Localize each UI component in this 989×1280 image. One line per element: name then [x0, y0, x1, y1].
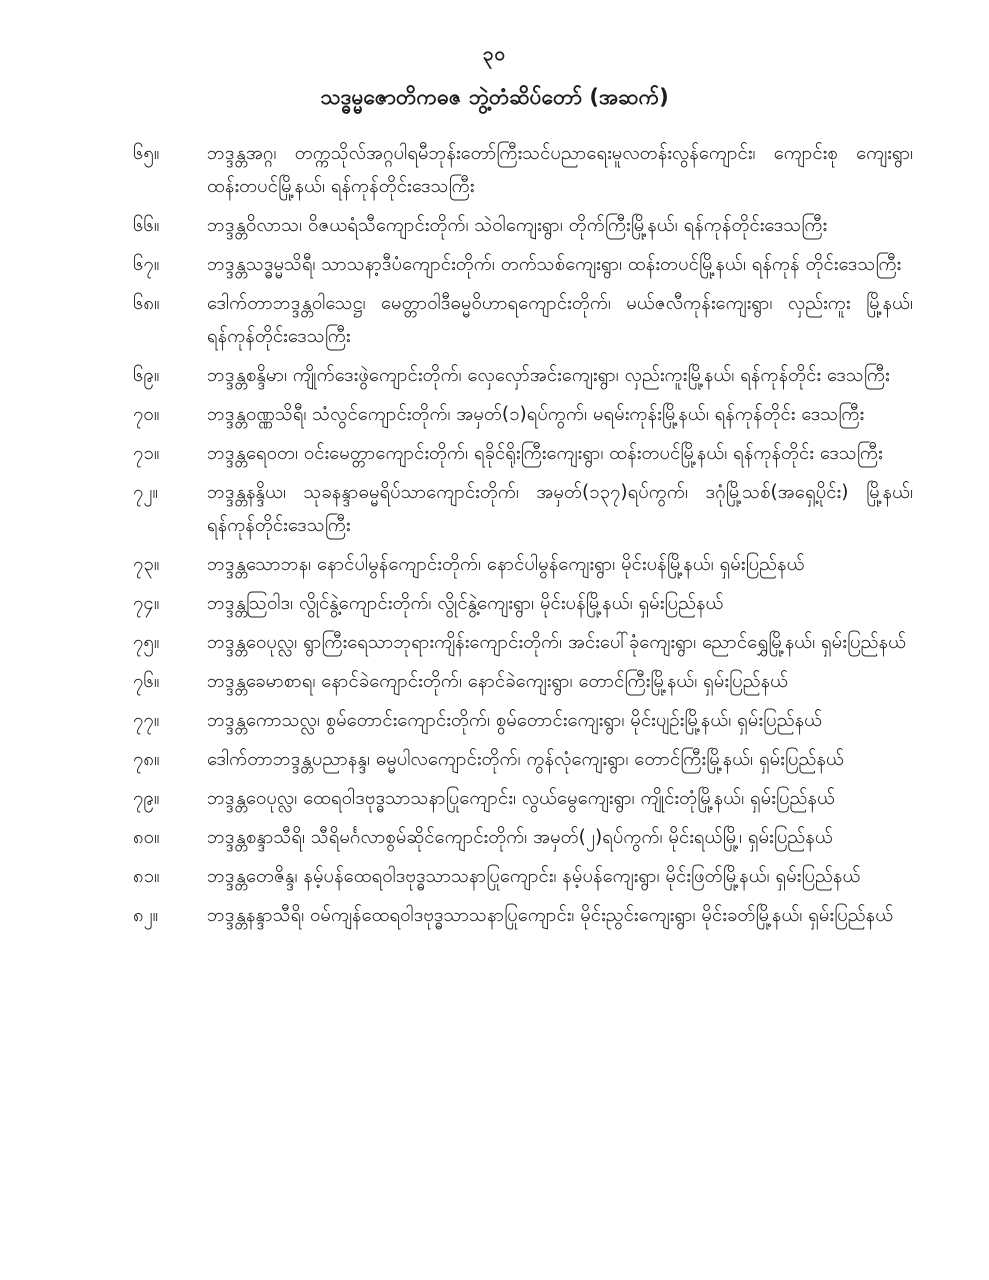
item-text: ဘဒ္ဒန္တတေဇိန္ဒ၊ နမ့်ပန်ထေရဝါဒဗုဒ္ဓသာသနာပြုကျောင်း၊ နမ့်ပန်ကျေးရွာ၊ မိုင်းဖြတ်မြို့နယ်၊ ရှမ်းပြည်နယ် [207, 866, 861, 887]
item-text: ဘဒ္ဒန္တဝေပုလ္လ၊ ရွာကြီးရေသာဘုရားကျိန်းကျောင်းတိုက်၊ အင်းပေါ်ခုံကျေးရွာ၊ ညောင်ရွှေမြို့နယ်၊ ရှမ်းပြည်နယ် [207, 632, 907, 653]
item-text: ဘဒ္ဒန္တကောသလ္လ၊ စွမ်တောင်းကျောင်းတိုက်၊ စွမ်တောင်းကျေးရွာ၊ မိုင်းပျဉ်းမြို့နယ်၊ ရှမ်းပြည်နယ် [207, 710, 823, 731]
item-number: ၆၉။ [133, 365, 160, 386]
item-text: ဘဒ္ဒန္တဝဏ္ဏသိရီ၊ သံလွင်ကျောင်းတိုက်၊ အမှတ်(၁)ရပ်ကွက်၊ မရမ်းကုန်းမြို့နယ်၊ ရန်ကုန်တိုင်း ဒေသကြီး [207, 404, 865, 425]
list-item [133, 437, 913, 470]
list-item [133, 476, 913, 542]
list-item [133, 587, 913, 620]
list-item [133, 704, 913, 737]
item-number: ၇၇။ [133, 710, 160, 731]
item-text: ဘဒ္ဒန္တရေဝတ၊ ဝင်းမေတ္တာကျောင်းတိုက်၊ ရခိုင်ရိုးကြီးကျေးရွာ၊ ထန်းတပင်မြို့နယ်၊ ရန်ကုန်တိုင်း ဒေသကြီး [207, 443, 883, 464]
item-text: ဘဒ္ဒန္တအဂ္ဂ၊ တက္ကသိုလ်အဂ္ဂပါရမီဘုန်းတော်ကြီးသင်ပညာရေးမူလတန်းလွန်ကျောင်း၊ ကျောင်းစု ကျေးရွာ၊ ထန်းတပင်မြို့နယ်၊ ရန်ကုန်တိုင်းဒေသကြီး [207, 143, 913, 197]
item-number: ၆၈။ [133, 293, 160, 314]
item-text: ဘဒ္ဒန္တခေမာစာရ၊ နောင်ခဲကျောင်းတိုက်၊ နောင်ခဲကျေးရွာ၊ တောင်ကြီးမြို့နယ်၊ ရှမ်းပြည်နယ် [207, 671, 789, 692]
item-text: ဒေါက်တာဘဒ္ဒန္တဝါသေဋ္ဌ၊ မေတ္တာဝါဒီဓမ္မဝိဟာရကျောင်းတိုက်၊ မယ်ဇလီကုန်းကျေးရွာ၊ လှည်းကူး မြို့နယ်၊ ရန်ကုန်တိုင်းဒေသကြီး [207, 293, 913, 347]
item-number: ၇၂။ [133, 482, 159, 503]
item-text: ဘဒ္ဒန္တနန္ဒာသီရိ၊ ဝမ်ကျန်ထေရဝါဒဗုဒ္ဓသာသနာပြုကျောင်း၊ မိုင်းညွင်းကျေးရွာ၊ မိုင်းခတ်မြို့နယ်၊ ရှမ်းပြည်နယ် [207, 905, 894, 926]
list-item [133, 665, 913, 698]
item-number: ၈၂။ [133, 905, 159, 926]
item-number: ၇၈။ [133, 749, 160, 770]
item-text: ဘဒ္ဒန္တဝိလာသ၊ ဝိဇယရံသီကျောင်းတိုက်၊ သဲဝါကျေးရွာ၊ တိုက်ကြီးမြို့နယ်၊ ရန်ကုန်တိုင်းဒေသကြီး [207, 215, 828, 236]
item-number: ၇၀။ [133, 404, 160, 425]
item-text: ဘဒ္ဒန္တသဒ္ဓမ္မသိရီ၊ သာသနာ့ဒီပံကျောင်းတိုက်၊ တက်သစ်ကျေးရွာ၊ ထန်းတပင်မြို့နယ်၊ ရန်ကုန် တိုင်းဒေသကြီး [207, 254, 902, 275]
list-item [133, 248, 913, 281]
list-item [133, 626, 913, 659]
item-text: ဘဒ္ဒန္တနန္ဒိယ၊ သုခနန္ဒာဓမ္မရိပ်သာကျောင်းတိုက်၊ အမှတ်(၁၃၇)ရပ်ကွက်၊ ဒဂုံမြို့သစ်(အရှေ့ပိုင်း) မြို့နယ်၊ ရန်ကုန်တိုင်းဒေသကြီး [207, 482, 913, 536]
list-item [133, 287, 913, 353]
item-number: ၆၇။ [133, 254, 160, 275]
list-item [133, 548, 913, 581]
item-text: ဘဒ္ဒန္တစန္ဒာသီရိ၊ သီရိမင်္ဂလာစွမ်ဆိုင်ကျောင်းတိုက်၊ အမှတ်(၂)ရပ်ကွက်၊ မိုင်းရယ်မြို့၊ ရှမ်းပြည်နယ် [207, 827, 833, 848]
item-number: ၇၅။ [133, 632, 160, 653]
item-number: ၇၄။ [133, 593, 160, 614]
item-number: ၈၁။ [133, 866, 160, 887]
honor-list [0, 137, 989, 932]
item-number: ၆၆။ [133, 215, 160, 236]
item-text: ဘဒ္ဒန္တသောဘန၊ နောင်ပါမွန်ကျောင်းတိုက်၊ နောင်ပါမွန်ကျေးရွာ၊ မိုင်းပန်မြို့နယ်၊ ရှမ်းပြည်နယ် [207, 554, 805, 575]
page-number: ၃၀ [482, 43, 507, 65]
list-item [133, 860, 913, 893]
list-item [133, 137, 913, 203]
item-text: ဘဒ္ဒန္တဩဝါဒ၊ လွိုင်နွဲ့ကျောင်းတိုက်၊ လွိုင်နွဲ့ကျေးရွာ၊ မိုင်းပန်မြို့နယ်၊ ရှမ်းပြည်နယ် [207, 593, 724, 614]
list-item [133, 209, 913, 242]
item-text: ဘဒ္ဒန္တဝေပုလ္လ၊ ထေရဝါဒဗုဒ္ဓသာသနာပြုကျောင်း၊ လွယ်မွေကျေးရွာ၊ ကျိုင်းတုံမြို့နယ်၊ ရှမ်းပြည်နယ် [207, 788, 835, 809]
item-number: ၇၁။ [133, 443, 160, 464]
item-text: ဘဒ္ဒန္တစန္ဒိမာ၊ ကျိုက်ဒေးဖွဲကျောင်းတိုက်၊ လှေလှော်အင်းကျေးရွာ၊ လှည်းကူးမြို့နယ်၊ ရန်ကုန်တိုင်း ဒေသကြီး [207, 365, 890, 386]
item-number: ၇၃။ [133, 554, 160, 575]
item-number: ၇၉။ [133, 788, 160, 809]
list-item [133, 899, 913, 932]
item-number: ၈၀။ [133, 827, 160, 848]
document-title: သဒ္ဓမ္မဇောတိကဓဇ ဘွဲ့တံဆိပ်တော် (အဆက်) [320, 85, 669, 109]
list-item [133, 743, 913, 776]
list-item [133, 821, 913, 854]
item-text: ဒေါက်တာဘဒ္ဒန္တပညာနန္ဒ၊ ဓမ္မပါလကျောင်းတိုက်၊ ကွန်လုံကျေးရွာ၊ တောင်ကြီးမြို့နယ်၊ ရှမ်းပြည်နယ် [207, 749, 844, 770]
list-item [133, 782, 913, 815]
list-item [133, 398, 913, 431]
item-number: ၆၅။ [133, 143, 160, 164]
list-item [133, 359, 913, 392]
item-number: ၇၆။ [133, 671, 160, 692]
